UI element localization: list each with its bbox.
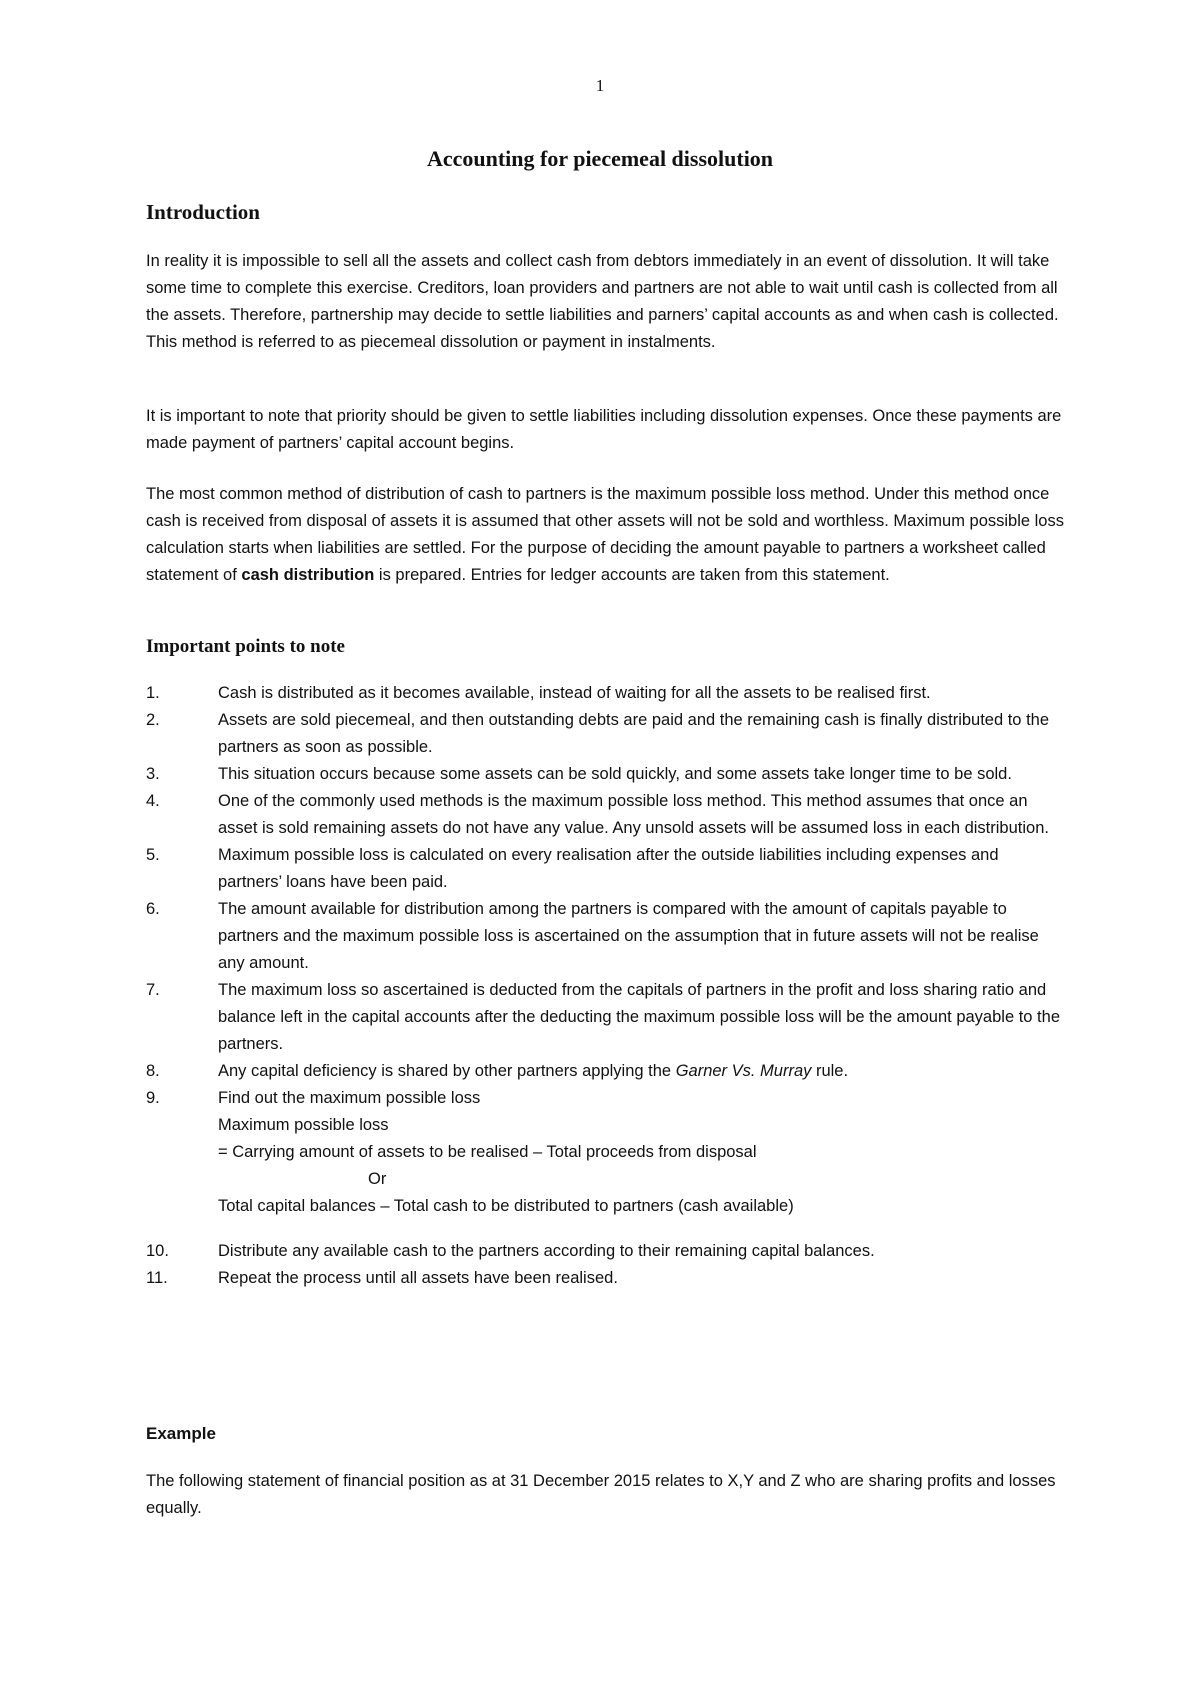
- list-item-number: 1.: [146, 684, 160, 702]
- list-item-text: [218, 1058, 1066, 1085]
- list-item-number: 3.: [146, 765, 160, 783]
- list-item-number: 7.: [146, 981, 160, 999]
- list-item-text: Maximum possible loss is calculated on every realisation after the outside liabilities including expenses and partners’ loans have been paid.: [218, 846, 999, 891]
- formula-intro: Find out the maximum possible loss: [218, 1089, 481, 1107]
- important-points-list: [146, 680, 1066, 1292]
- list-item: [146, 788, 1066, 842]
- intro-paragraph-3-bold-term: cash distribution: [241, 566, 375, 584]
- list-item: [146, 1058, 1066, 1085]
- list-item: [146, 977, 1066, 1058]
- list-item: [146, 896, 1066, 977]
- formula-or: Or: [368, 1170, 387, 1188]
- list-item-number: 9.: [146, 1089, 160, 1107]
- list-item-text: Distribute any available cash to the partners according to their remaining capital balances.: [218, 1242, 875, 1260]
- formula-label: Maximum possible loss: [218, 1116, 389, 1134]
- list-item-number: 4.: [146, 792, 160, 810]
- list-item-text: Cash is distributed as it becomes available, instead of waiting for all the assets to be realised first.: [218, 684, 931, 702]
- list-item: [146, 1085, 1066, 1220]
- intro-paragraph-2: It is important to note that priority should be given to settle liabilities including dissolution expenses. Once these payments are made payment of partners’ capital account begins.: [146, 407, 1062, 452]
- intro-paragraph-3-text: The most common method of distribution of cash to partners is the maximum possible loss method. Under this method once cash is received from disposal of assets it is assumed that other assets will not be sold and worthless. Maximum possible loss calculation starts when liabilities are settled. For the purpose of deciding the amount payable to partners a worksheet called statement of: [146, 485, 1064, 584]
- list-item: [146, 707, 1066, 761]
- formula-line-1: = Carrying amount of assets to be realised – Total proceeds from disposal: [218, 1143, 757, 1161]
- important-points-heading: Important points to note: [146, 636, 345, 657]
- example-heading: Example: [146, 1424, 216, 1443]
- list-item-text: Repeat the process until all assets have been realised.: [218, 1269, 618, 1287]
- list-item-number: 6.: [146, 900, 160, 918]
- list-item-number: 2.: [146, 711, 160, 729]
- list-item-number: 10.: [146, 1242, 169, 1260]
- list-item-text: Assets are sold piecemeal, and then outstanding debts are paid and the remaining cash is finally distributed to the partners as soon as possible.: [218, 711, 1050, 756]
- list-item-text: The maximum loss so ascertained is deducted from the capitals of partners in the profit and loss sharing ratio and balance left in the capital accounts after the deducting the maximum possible loss will be the amount payable to the partners.: [218, 981, 1060, 1053]
- list-item-number: 5.: [146, 846, 160, 864]
- list-item: [146, 842, 1066, 896]
- page-number: 1: [595, 76, 605, 95]
- formula-line-2: Total capital balances – Total cash to be distributed to partners (cash available): [218, 1197, 794, 1215]
- list-item-number: 8.: [146, 1062, 160, 1080]
- list-item-text: [218, 1085, 1066, 1220]
- case-name: Garner Vs. Murray: [675, 1062, 812, 1080]
- list-item-text: This situation occurs because some assets can be sold quickly, and some assets take longer time to be sold.: [218, 765, 1012, 783]
- list-item-text-end: rule.: [811, 1062, 849, 1080]
- intro-paragraph-3-text-end: is prepared. Entries for ledger accounts are taken from this statement.: [374, 566, 890, 584]
- example-paragraph: The following statement of financial position as at 31 December 2015 relates to X,Y and Z who are sharing profits and losses equally.: [146, 1472, 1056, 1517]
- list-item: [146, 680, 1066, 707]
- intro-paragraph-3: [146, 481, 1066, 589]
- document-title: Accounting for piecemeal dissolution: [426, 146, 774, 171]
- list-item: [146, 1238, 1066, 1265]
- list-item-text-start: Any capital deficiency is shared by other partners applying the: [218, 1062, 676, 1080]
- list-item: [146, 1265, 1066, 1292]
- list-item-text: One of the commonly used methods is the maximum possible loss method. This method assumes that once an asset is sold remaining assets do not have any value. Any unsold assets will be assumed loss in each distribution.: [218, 792, 1049, 837]
- introduction-heading: Introduction: [146, 200, 260, 224]
- list-item: [146, 761, 1066, 788]
- list-item-text: The amount available for distribution among the partners is compared with the amount of capitals payable to partners and the maximum possible loss is ascertained on the assumption that in future assets will not be realise any amount.: [218, 900, 1039, 972]
- intro-paragraph-1: In reality it is impossible to sell all the assets and collect cash from debtors immediately in an event of dissolution. It will take some time to complete this exercise. Creditors, loan providers and partners are not able to wait until cash is collected from all the assets. Therefore, partnership may decide to settle liabilities and parners’ capital accounts as and when cash is collected. This method is referred to as piecemeal dissolution or payment in instalments.: [146, 252, 1059, 351]
- list-item-number: 11.: [146, 1269, 168, 1287]
